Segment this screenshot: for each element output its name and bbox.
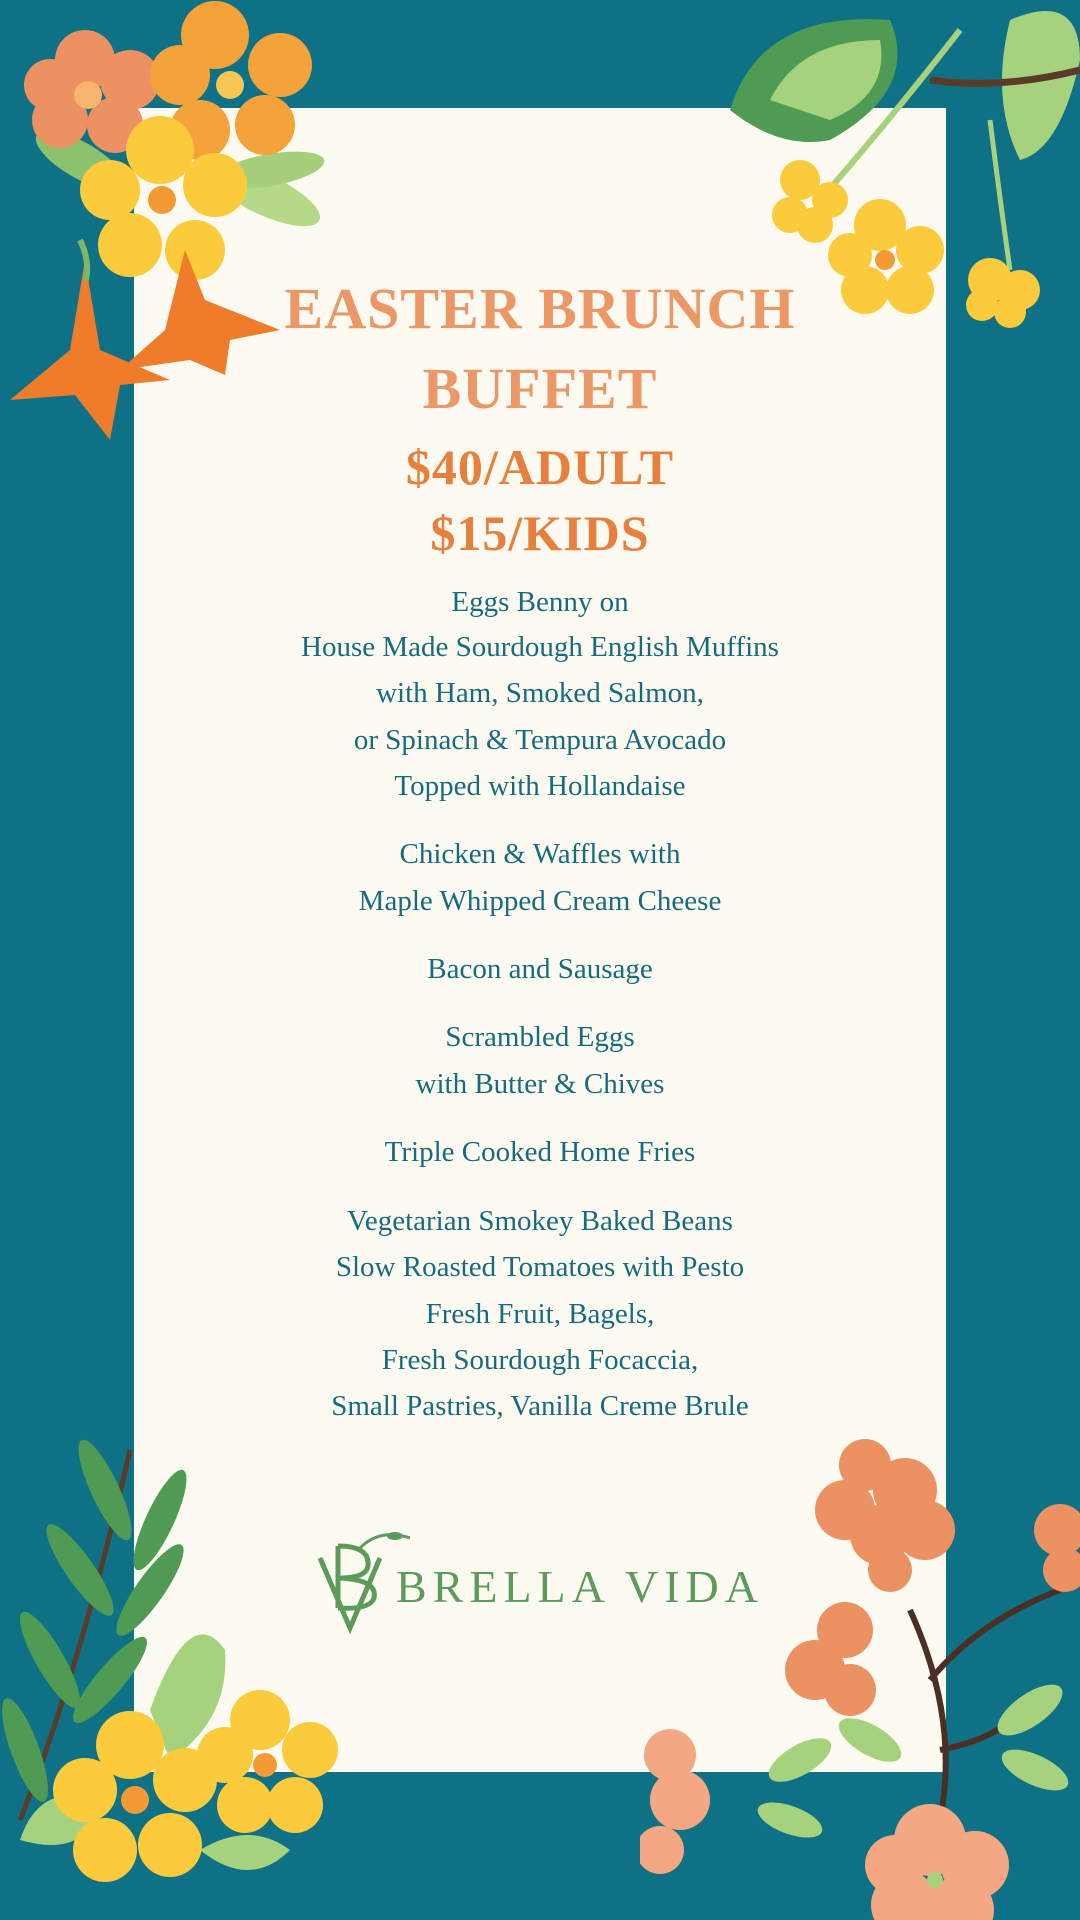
menu-item-line: Maple Whipped Cream Cheese: [358, 885, 722, 917]
menu-item-line: with Butter & Chives: [415, 1068, 665, 1100]
bottom-left-floral-decoration: [0, 1420, 360, 1920]
menu-item-line: Fresh Fruit, Bagels,: [425, 1298, 655, 1330]
brella-vida-logo-icon: [300, 1528, 410, 1638]
menu-item-line: Slow Roasted Tomatoes with Pesto: [335, 1251, 745, 1283]
menu-item-line: Scrambled Eggs: [445, 1021, 635, 1053]
title-line-2: BUFFET: [422, 356, 658, 421]
yellow-flower-icon: [772, 160, 848, 243]
yellow-flower-icon: [197, 1690, 338, 1833]
menu-item-line: Topped with Hollandaise: [394, 770, 686, 802]
price-kids: $15/KIDS: [430, 505, 650, 561]
bottom-right-floral-decoration: [640, 1420, 1080, 1920]
title-line-1: EASTER BRUNCH: [284, 276, 796, 341]
peach-flower-icon: [815, 1439, 955, 1592]
menu-item-line: Eggs Benny on: [451, 586, 629, 618]
leaf-icon: [1002, 11, 1080, 160]
menu-item-line: Triple Cooked Home Fries: [384, 1136, 696, 1168]
peach-flower-icon: [640, 1729, 710, 1874]
peach-flower-icon: [785, 1602, 876, 1716]
price-adult: $40/ADULT: [405, 439, 675, 495]
menu-item-line: Fresh Sourdough Focaccia,: [381, 1344, 699, 1376]
peach-flower-icon: [1034, 1504, 1080, 1592]
menu-item-line: or Spinach & Tempura Avocado: [353, 724, 727, 756]
menu-item-line: with Ham, Smoked Salmon,: [376, 677, 704, 709]
leaf-icon: [200, 1835, 290, 1870]
menu-item-line: Small Pastries, Vanilla Creme Brule: [331, 1390, 749, 1422]
menu-item-line: House Made Sourdough English Muffins: [301, 631, 779, 663]
menu-item-line: Chicken & Waffles with: [399, 838, 681, 870]
menu-item-line: Bacon and Sausage: [427, 953, 653, 985]
brand-name: BRELLA VIDA: [396, 1561, 764, 1612]
menu-item-line: Vegetarian Smokey Baked Beans: [347, 1205, 733, 1237]
peach-flower-icon: [865, 1804, 1009, 1920]
yellow-flower-icon: [966, 258, 1040, 328]
